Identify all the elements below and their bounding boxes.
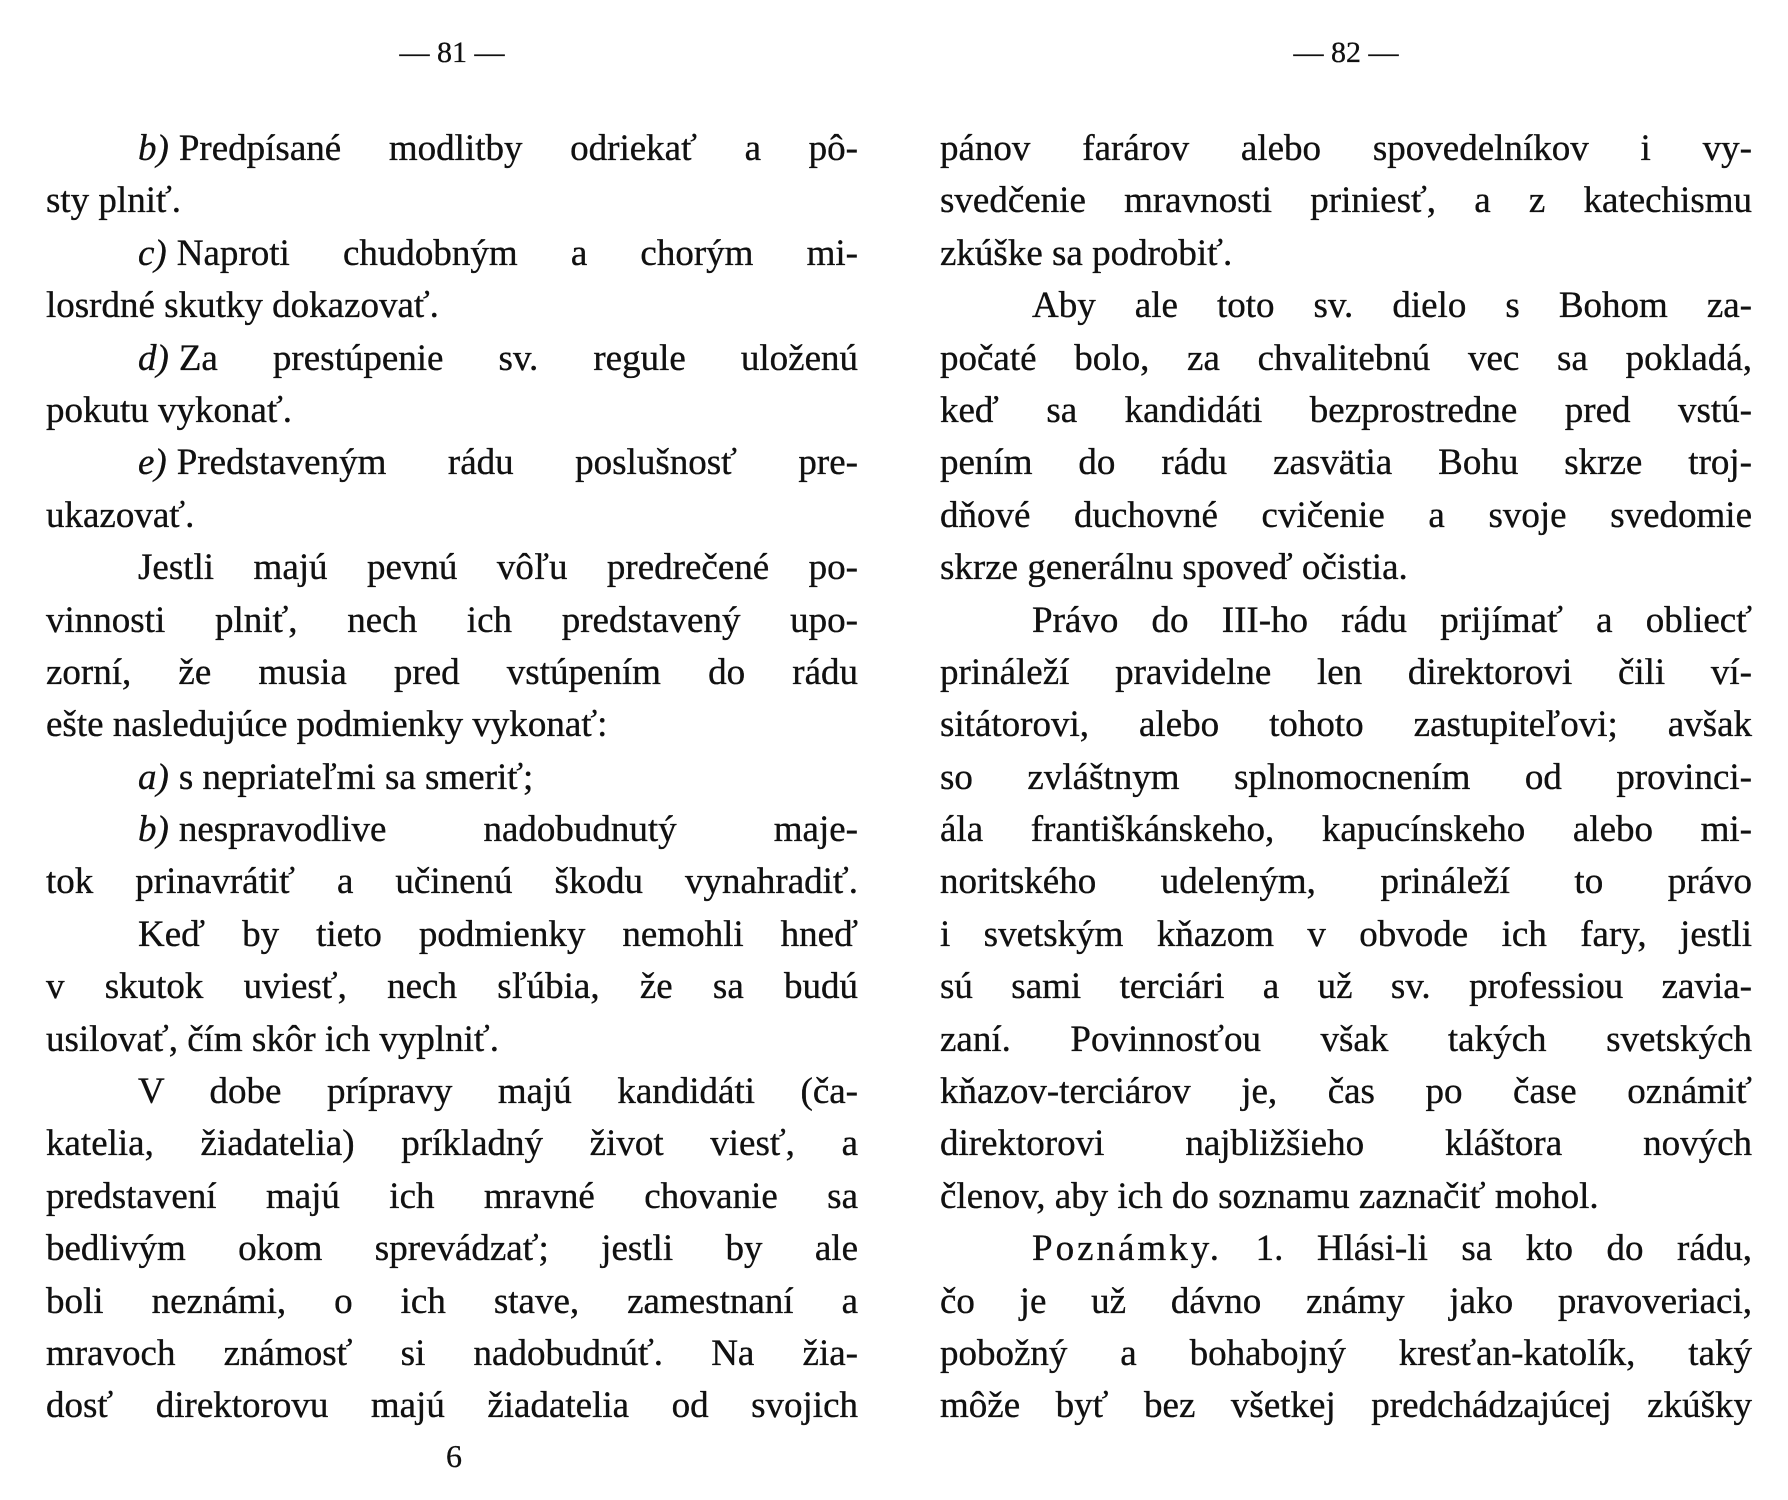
signature-mark: 6 [446, 1438, 462, 1474]
paragraph [46, 752, 858, 804]
line-text: noritského udeleným, prináleží to právo [940, 861, 1752, 903]
text-line [940, 228, 1752, 280]
line-text: Predpísané modlitby odriekať a pô- [178, 128, 858, 169]
line-text: bedlivým okom sprevádzať; jestli by ale [46, 1228, 858, 1270]
text-line [46, 1066, 858, 1118]
text-line [46, 699, 858, 751]
text-line [940, 385, 1752, 437]
text-line [940, 437, 1752, 489]
line-text: pokutu vykonať. [46, 389, 293, 431]
line-text: Jestli majú pevnú vôľu predrečené po- [138, 547, 858, 589]
page-number-header: — 82 — [1293, 36, 1399, 69]
text-line [46, 1171, 858, 1223]
line-text: Aby ale toto sv. dielo s Bohom za- [1032, 285, 1752, 327]
line-text: losrdné skutky dokazovať. [46, 285, 439, 327]
line-text: členov, aby ich do soznamu zaznačiť mohol. [940, 1175, 1599, 1217]
text-line [940, 1066, 1752, 1118]
text-line [940, 123, 1752, 175]
line-text: Predstaveným rádu poslušnosť pre- [176, 442, 858, 484]
text-line [46, 1118, 858, 1170]
text-line [940, 1223, 1752, 1275]
line-text: Keď by tieto podmienky nemohli hneď [138, 913, 858, 955]
line-text: pením do rádu zasvätia Bohu skrze troj- [940, 442, 1752, 484]
paragraph [46, 909, 858, 1066]
paragraph [46, 1066, 858, 1433]
line-text: boli neznámi, o ich stave, zamestnaní a [46, 1280, 858, 1322]
text-line [940, 699, 1752, 751]
line-text: zaní. Povinnosťou však takých svetských [940, 1018, 1752, 1060]
paragraph [940, 123, 1752, 280]
text-line [46, 804, 858, 856]
line-text: pánov farárov alebo spovedelníkov i vy- [940, 128, 1752, 169]
line-text: tok prinavrátiť a učinenú škodu vynahradiť. [46, 861, 858, 903]
line-text: so zvláštnym splnomocnením od provinci- [940, 756, 1752, 798]
paragraph [940, 280, 1752, 594]
line-text: Právo do III-ho rádu prijímať a obliecť [1032, 599, 1752, 641]
text-line [940, 1328, 1752, 1380]
line-text: mravoch známosť si nadobudnúť. Na žia- [46, 1332, 858, 1374]
text-line [940, 961, 1752, 1013]
text-line [940, 490, 1752, 542]
line-text: usilovať, čím skôr ich vyplniť. [46, 1018, 499, 1060]
line-text: môže byť bez všetkej predchádzajúcej zkúšky [940, 1385, 1752, 1427]
line-text: zkúške sa podrobiť. [940, 232, 1233, 274]
text-line [940, 856, 1752, 908]
text-line [940, 1014, 1752, 1066]
text-line [46, 1328, 858, 1380]
line-text: Za prestúpenie sv. regule uloženú [178, 337, 858, 379]
text-line [46, 961, 858, 1013]
text-line [940, 909, 1752, 961]
line-text: sty plniť. [46, 180, 182, 222]
line-text: prináleží pravidelne len direktorovi čili ví- [940, 651, 1752, 693]
text-line [46, 280, 858, 332]
paragraph [940, 595, 1752, 1224]
text-line [940, 175, 1752, 227]
line-text: V dobe prípravy majú kandidáti (ča- [138, 1071, 858, 1113]
line-text: v skutok uviesť, nech sľúbia, že sa budú [46, 966, 858, 1008]
page-body [46, 123, 858, 1433]
right-page [940, 0, 1752, 1500]
text-line [940, 647, 1752, 699]
line-text: direktorovi najbližšieho kláštora nových [940, 1123, 1752, 1165]
line-text: ála františkánskeho, kapucínskeho alebo mi- [940, 809, 1752, 851]
text-line [46, 333, 858, 385]
line-text: kňazov-terciárov je, čas po čase oznámiť [940, 1071, 1752, 1113]
text-line [46, 856, 858, 908]
line-text: nespravodlive nadobudnutý maje- [178, 809, 858, 851]
line-text: počaté bolo, za chvalitebnú vec sa pokladá, [940, 337, 1752, 379]
text-line [46, 175, 858, 227]
text-line [940, 595, 1752, 647]
line-text: Naproti chudobným a chorým mi- [176, 232, 858, 274]
section-lead: Poznámky. [1032, 1228, 1223, 1270]
text-line [46, 542, 858, 594]
list-marker: b) [138, 128, 169, 169]
line-text: s nepriateľmi sa smeriť; [178, 756, 534, 798]
line-text: pobožný a bohabojný kresťan-katolík, taký [940, 1332, 1752, 1374]
text-line [46, 909, 858, 961]
text-line [46, 1276, 858, 1328]
text-line [940, 752, 1752, 804]
text-line [46, 385, 858, 437]
paragraph [46, 333, 858, 438]
paragraph [46, 228, 858, 333]
paragraph [46, 123, 858, 228]
line-text: 1. Hlási-li sa kto do rádu, [1255, 1228, 1753, 1270]
text-line [46, 752, 858, 804]
text-line [940, 542, 1752, 594]
list-marker: c) [138, 232, 167, 274]
paragraph [46, 437, 858, 542]
line-text: zorní, že musia pred vstúpením do rádu [46, 651, 858, 693]
text-line [46, 1014, 858, 1066]
line-text: svedčenie mravnosti priniesť, a z katechismu [940, 180, 1752, 222]
line-text: čo je už dávno známy jako pravoveriaci, [940, 1280, 1752, 1322]
page-number-header: — 81 — [399, 36, 505, 69]
list-marker: a) [138, 756, 169, 798]
line-text: dosť direktorovu majú žiadatelia od svojich [46, 1385, 858, 1427]
text-line [940, 804, 1752, 856]
paragraph [46, 542, 858, 752]
text-line [940, 1171, 1752, 1223]
line-text: sú sami terciári a už sv. professiou zavia- [940, 966, 1752, 1008]
line-text: dňové duchovné cvičenie a svoje svedomie [940, 494, 1752, 536]
paragraph [46, 804, 858, 909]
text-line [940, 333, 1752, 385]
line-text: i svetským kňazom v obvode ich fary, jestli [940, 913, 1752, 955]
line-text: keď sa kandidáti bezprostredne pred vstú- [940, 389, 1752, 431]
line-text: ešte nasledujúce podmienky vykonať: [46, 704, 608, 746]
line-text: ukazovať. [46, 494, 195, 536]
text-line [46, 595, 858, 647]
line-text: predstavení majú ich mravné chovanie sa [46, 1175, 858, 1217]
list-marker: b) [138, 809, 169, 851]
text-line [46, 647, 858, 699]
line-text: katelia, žiadatelia) príkladný život viesť, a [46, 1123, 858, 1165]
list-marker: e) [138, 442, 167, 484]
text-line [46, 228, 858, 280]
line-text: sitátorovi, alebo tohoto zastupiteľovi; avšak [940, 704, 1752, 746]
text-line [46, 1223, 858, 1275]
line-text: vinnosti plniť, nech ich predstavený upo- [46, 599, 858, 641]
text-line [46, 490, 858, 542]
text-line [46, 123, 858, 175]
text-line [940, 1380, 1752, 1432]
text-line [940, 1276, 1752, 1328]
text-line [940, 1118, 1752, 1170]
text-line [940, 280, 1752, 332]
left-page [46, 0, 858, 1500]
text-line [46, 1380, 858, 1432]
paragraph [940, 1223, 1752, 1433]
line-text: skrze generálnu spoveď očistia. [940, 547, 1408, 589]
list-marker: d) [138, 337, 169, 379]
page-body [940, 123, 1752, 1433]
text-line [46, 437, 858, 489]
